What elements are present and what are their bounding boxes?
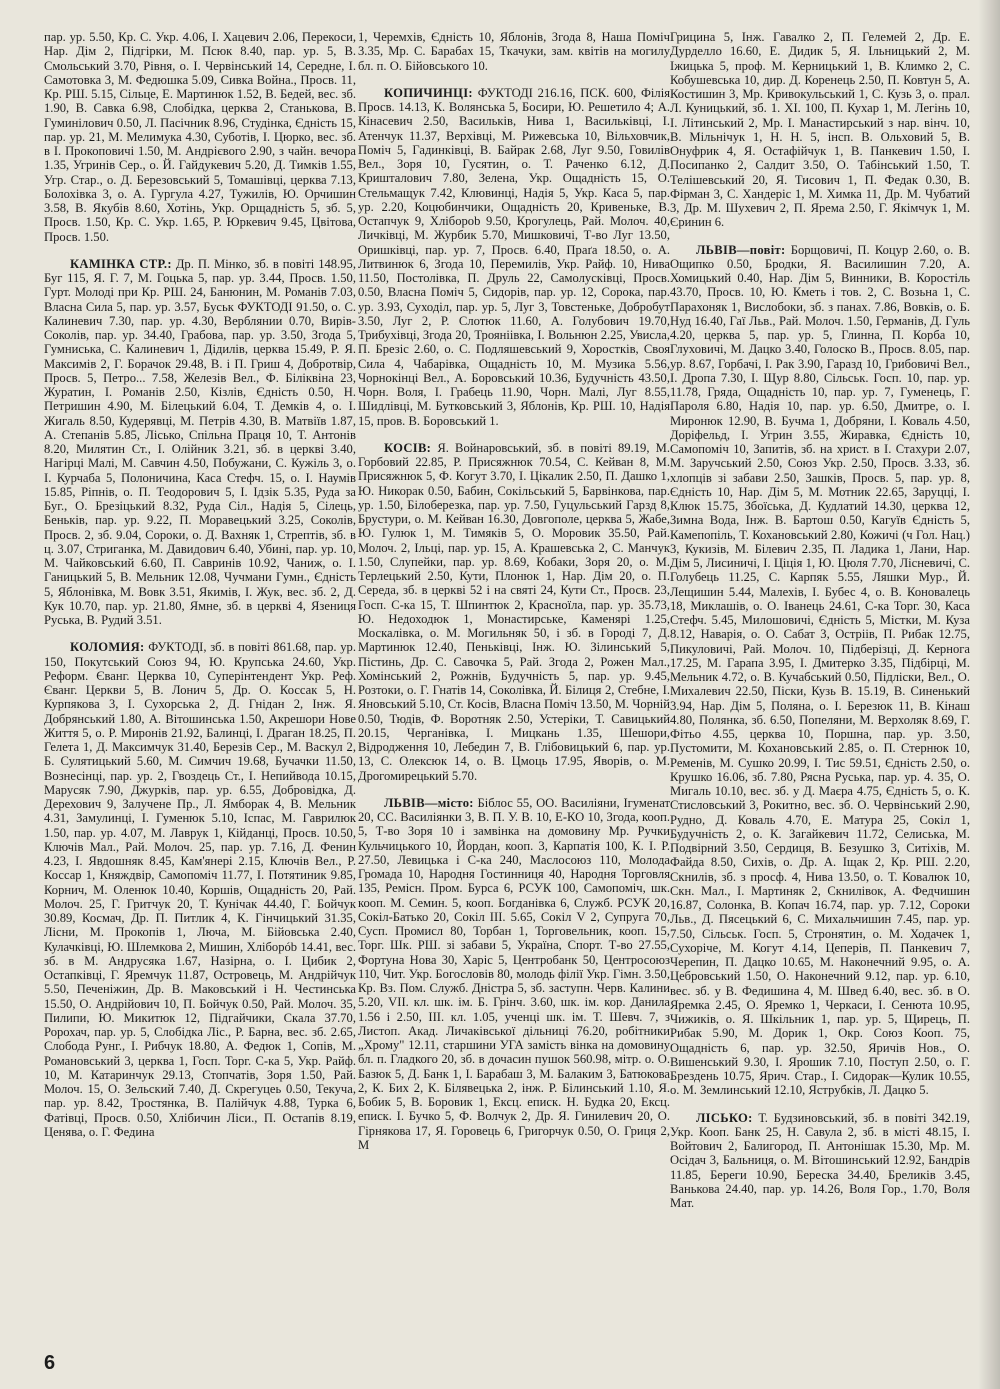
entry-text: Я. Войнаровський, зб. в повіті 89.19, М. Горбовий 22.85, Р. Присяжнюк 70.54, С. Кейван 8, М. Присяжнюк 5, Ф. Когут 3.70, І. Цікалик 2.50, П. Дашко 1, Ю. Никорак 0.50, Бабин, Сокільський 5, Барвінкова, пар. ур. 1.50, Білоберезка, пар. ур. 7.50, Гуцульський Гарзд 8, Брустури, о. М. Кейван 16.30, Довгополе, церква 5, Жабе, Ю. Гулюк 1, М. Тимяків 5, О. Моровик 35.50, Рай. Молоч. 2, Ільці, пар. ур. 15, А. Крашевська 2, С. Манчук 1.50, Слупейки, пар. ур. 8.69, Кобаки, Зоря 20, о. М. Терлецький 2.50, Кути, Плонюк 1, Нар. Дім 20, о. П. Середа, зб. в церкві 52 і на святі 24, Кути Ст., Просв. 23, Госп. С-ка 15, Т. Шпинтюк 2, Красноїла, пар. ур. 35.73, Ю. Недоходюк 1, Монастирське, Каменярі 1.25, Москалівка, о. М. Могильняк 50, і зб. в Городі 7, Д. Мартинюк 12.40, Пеньківці, Інж. Ю. Зілинський 5, Пістинь, Др. С. Савочка 5, Рай. Згода 2, Рожен Мал., Хомінський 2, Рожнів, Будучність 5, пар. ур. 9.45, Розтоки, о. Г. Гнатів 14, Соколівка, Й. Білиця 2, Стебне, І. Яновський 5.10, Ст. Косів, Власна Поміч 13.50, М. Чорній 0.50, Тюдів, Ф. Воротняк 2.50, Устеріки, Т. Савицький 20.15, Черганівка, І. Мицкань 1.35, Шешори, Відродження 10, Лебедин 7, В. Глібовицький 6, пар. ур. 13, С. Олексюк 14, о. В. Цмоць 17.95, Яворів, о. М. Дрогомирецький 5.70. <box>358 440 670 783</box>
entry-text: Борщовичі, П. Коцур 2.60, о. В. Ощипко 0.50, Бродки, Я. Василишин 7.20, А. Хомицький 0.40, Нар. Дім 5, Винники, В. Коростіль 43.70, Просв. 10, Ю. Кметь і тов. 2, С. Возьна 1, С. Парахоняк 1, Вислобоки, зб. з панах. 7.86, Вовків, о. Б. Нуд 16.40, Гаї Льв., Рай. Молоч. 1.50, Германів, Д. Гуль 4.20, церква 5, пар. ур. 5, Глинна, П. Корба 10, Глуховичі, М. Дацко 3.40, Голоско В., Просв. 8.05, пар. ур. 8.67, Горбачі, І. Рак 3.90, Гаразд 10, Грибовичі Вел., І. Дропа 7.30, І. Щур 8.80, Сільськ. Госп. 10, пар. ур. 11.78, Гряда, Ощадність 10, пар. ур. 7, Гуменець, Г. Пароля 6.80, Надія 10, пар. ур. 6.50, Дмитре, о. І. Миронюк 12.90, В. Бучма 1, Добряни, І. Коваль 4.50, Доріфельд, І. Угрин 3.55, Жиравка, Єдність 10, Самопоміч 10, Запитів, зб. на христ. в І. Стахури 2.07, М. Заручський 2.50, Союз Укр. 2.50, Просв. 3.33, зб. хлопців зі забави 2.50, Зашків, Просв. 5, пар. ур. 8, Єдність 10, Нар. Дім 5, М. Мотник 22.65, Заруцці, І. Клюк 15.75, Збоїська, Д. Кудлатий 14.30, церква 12, Зимна Вода, Інж. В. Бартош 0.50, Кагуїв Єдність 5, Камепопіль, Т. Кохановський 2.80, Кожичі (ч Гол. Нац.) 3, Кукизів, М. Білевич 2.35, П. Ладика 1, Лани, Нар. Дім 5, Лисиничі, І. Ціція 1, Ю. Цюля 7.70, Лісневичі, С. Голубець 11.25, С. Карпяк 5.55, Ляшки Мур., Й. Лещишин 5.44, Малехів, І. Бубес 4, о. В. Коновалець 18, Миклашів, о. О. Іванець 24.61, С-ка Торг. 30, Каса Стефч. 5.45, Милошовичі, Єдність 5, Містки, М. Куза 8.12, Наварія, о. О. Сабат 3, Остріів, П. Рибак 12.75, Пикуловичі, Рай. Молоч. 10, Підберізці, Д. Кернога 17.25, М. Гарапа 3.95, І. Дмитерко 3.35, Підбірці, М. Мельник 4.72, о. В. Кучабський 0.50, Підліски, Вел., О. Михалевич 22.50, Піски, Кузь В. 15.19, В. Синенький 3.94, Нар. Дім 5, Поляна, о. І. Березюк 11, В. Кінаш 4.80, Полянка, зб. 6.50, Попеляни, М. Верхоляк 8.69, Г. Фітьо 4.55, церква 10, Поршна, пар. ур. 3.50, Пустомити, М. Кохановський 2.85, о. П. Стернюк 10, Ременів, М. Сушко 20.99, І. Тис 59.51, Єдність 2.50, о. Крушко 16.06, зб. 7.80, Рясна Руська, пар. ур. 4. 35, О. Мигаль 10.10, вес. зб. у Д. Маєра 4.75, Єдність 5, о. К. Стисловський 3, Рокитно, вес. зб. О. Червінський 2.90, Рудно, Д. Коваль 4.70, Е. Матура 25, Сокіл 1, Будучність 2, о. К. Загайкевич 11.72, Селиська, М. Подвірний 3.50, Сердиця, В. Безушко 3, Ситіхів, М. Файда 8.50, Сихів, о. Др. А. Іщак 2, Кр. РШ. 2.20, Скнилів, зб. з просф. 4, Нива 13.50, о. Т. Ковалюк 10, Скн. Мал., І. Мартиняк 2, Скнилівок, А. Федчишин 16.87, Солонка, В. Копач 16.74, пар. ур. 7.12, Сороки Льв., Д. Пясецький 6, С. Михальчишин 7.45, пар. ур. 7.50, Сільськ. Госп. 5, Стронятин, о. М. Ходачек 1, Сухоріче, М. Когут 4.14, Цеперів, П. Панкевич 7, Черепин, П. Дацко 10.65, М. Наконечний 9.95, о. А. Цебровський 1.50, О. Наконечний 9.12, пар. ур. 6.10, вес. зб. у В. Федишина 4, М. Швед 6.40, вес. зб. в О. Яремка 2.45, О. Яремко 1, Черкаси, І. Сенюта 10.95, Чижиків, о. Я. Шкільник 1, пар. ур. 5, Щирець, П. Рибак 5.90, М. Дорик 1, Окр. Союз Кооп. 75, Ощадність 6, пар. ур. 32.50, Яричів Нов., О. Вишенський 9.30, І. Ярошик 7.10, Поступ 2.50, о. Г. Брездень 10.75, Ярич. Стар., І. Сидорак—Кулик 10.55, о. М. Землинський 12.10, Яструбків, Л. Дацко 5. <box>670 242 970 1098</box>
entry-text: 1, Черемхів, Єдність 10, Яблонів, Згода 8, Наша Поміч 3.35, Мр. С. Барабах 15, Ткачуки, зам. квітів на могилу бл. п. О. Бійовського 10. <box>358 30 670 73</box>
section-heading: КОЛОМИЯ: <box>70 640 145 655</box>
paragraph-lviv-district <box>670 243 970 1098</box>
paragraph-kopychyntsi <box>358 86 670 428</box>
paragraph <box>44 30 356 244</box>
column-left <box>44 30 356 1139</box>
column-middle <box>358 30 670 1152</box>
entry-text: Біблос 55, ОО. Василіяни, Ігуменат 20, СС. Василіянки 3, В. П. У. В. 10, Е-КО 10, Згода, кооп. 5, Т-во Зоря 10 і замвінка на домовину Мр. Ручки Кульчицького 10, Йордан, кооп. 3, Карпатія 100, К. І. Р. 27.50, Левицька і С-ка 240, Маслосоюз 110, Молода Громада 10, Народня Гостинниця 40, Народня Торговля 135, Ремісн. Пром. Бурса 6, РСУК 100, Самопоміч, шк. кооп. М. Семин. 5, кооп. Богданівка 6, Служб. РСУК 20, Сокіл-Батько 20, Сокіл III. 5.65, Сокіл V 2, Супруга 70, Сусп. Промисл 80, Торбан 1, Торговельник, кооп. 15, Торг. Шк. РШ. зі забави 5, Україна, Спорт. Т-во 27.55, Фортуна Нова 30, Харіс 5, Центробанк 50, Центросоюз 110, Чит. Укр. Богословів 80, молодь філії Укр. Гімн. 3.50, Кр. Вз. Пом. Служб. Дністра 5, зб. заступн. Черв. Калини 5.20, VII. кл. шк. ім. Б. Грінч. 3.60, шк. ім. кор. Данила 1.56 і 2.50, ІІІ. кл. 1.05, ученці шк. ім. Т. Шевч. 7, з Листоп. Акад. Личаківської дільниці 76.20, робітники „Хрому" 12.11, старшини УГА замість вінка на домовину бл. п. Гладкого 20, зб. в дочасин пушок 560.98, мітр. о. О. Базюк 5, Д. Банк 1, І. Барабаш 3, М. Балаким 3, Батюкова 2, К. Бих 2, К. Білявецька 2, інж. Р. Білинський 1.10, Я. Бобик 5, В. Боровик 1, Ексц. еписк. Н. Будка 20, Ексц. еписк. І. Бучко 5, Ф. Волчук 2, Др. Я. Гинилевич 20, О. Гірнякова 17, Я. Горовець 6, Григорчук 0.50, О. Гриця 2, М <box>358 795 670 1152</box>
column-right <box>670 30 970 1210</box>
page-edge-shadow <box>978 0 1000 1389</box>
entry-text: Др. П. Мінко, зб. в повіті 148.95, Буг 115, Я. Г. 7, М. Гоцька 5, пар. ур. 3.44, Просв. 1.50, Гурт. Молоді при Кр. РШ. 24, Банюнин, М. Романів 7.03, Власна Сила 5, пар. ур. 3.57, Буськ ФУКТОДІ 91.50, о. С. Калиневич 7.30, пар. ур. 4.30, Верблянии 0.70, Вирів-Соколів, пар. ур. 34.40, Грабова, пар. ур. 3.50, Згода 5, Гумниська, С. Калиневич 1, Дідилів, церква 15.49, Р. Я. Максимів 2, Г. Борачок 29.48, В. і П. Гриш 4, Добротвір, Просв. 5, Петро... 7.58, Железів Вел., Ф. Біліквіна 23, Журатин, І. Романів 2.50, Кізлів, Єдність 0.50, Н. Петришин 4.90, М. Білецький 6.04, Т. Демків 4, о. І. Жигаль 8.50, Кудерявці, М. Петрів 4.30, В. Матвіїв 1.87, А. Степанів 5.85, Лісько, Спільна Праця 10, Т. Антонів 8.20, Милятин Ст., І. Олійник 3.21, зб. в церкві 3.40, Нагірці Малі, М. Савчин 4.50, Побужани, С. Кужіль 3, о. І. Курчаба 5, Полоничина, Каса Стефч. 15, о. І. Наумів 15.85, Ріпнів, о. П. Теодорович 5, І. Ідзік 5.35, Руда за Буг., О. Брезіцький 8.32, Руда Сіл., Надія 5, Сілець, Беньків, пар. ур. 9.22, П. Моравецький 3.25, Соколів, Просв. 2, зб. 9.04, Сороки, о. Д. Вахняк 1, Стрептів, зб. в ц. 3.07, Стриганка, М. Давидович 6.40, Убині, пар. ур. 10, М. Чайковський 6.60, П. Савринів 10.92, Чаниж, о. І. Ганицький 5, В. Мельник 12.08, Чучмани Гумн., Єдність 5, Яблонівка, М. Вовк 3.51, Якимів, І. Жук, вес. зб. 2, Д. Кук 10.70, пар. ур. 21.80, Ямне, зб. в церкві 4, Язениця Руська, В. Рудий 3.51. <box>44 256 356 627</box>
paragraph <box>358 30 670 73</box>
paragraph-kaminka <box>44 257 356 628</box>
section-heading: КАМІНКА СТР.: <box>70 256 172 271</box>
section-heading: ЛЬВІВ—повіт: <box>696 242 786 257</box>
entry-text: Т. Будзиновський, зб. в повіті 342.19, Укр. Кооп. Банк 25, Н. Савула 2, зб. в місті 48.15, І. Войтович 2, Балигород, П. Антонішак 15.30, Мр. М. Осідач 3, Бальниця, о. М. Вітошинський 12.92, Бандрів 11.85, Береги 10.90, Береска 34.40, Бреликів 3.45, Ванькова 24.40, пар. ур. 14.26, Воля Гор., 1.70, Воля Мат. <box>670 1110 970 1210</box>
entry-text: ФУКТОДІ, зб. в повіті 861.68, пар. ур. 150, Покутський Союз 94, Ю. Крупська 24.60, Укр. Реформ. Єванг. Церква 10, Суперінтендент Укр. Реф. Єванг. Церкви 5, В. Лонич 5, Др. О. Коссак 5, Н. Курпякова 3, І. Сухорська 2, Д. Гнідан 2, Інж. Я. Добрянський 1.80, А. Вітошинська 1.50, Акрешори Нове Життя 5, о. Р. Миронів 21.92, Балинці, І. Драган 18.25, П. Гелета 1, Д. Максимчук 31.40, Березів Сер., М. Васкул 2, Б. Сулятицький 5.60, М. Симчич 19.68, Бучачки 11.50, Вознесінці, пар. ур. 2, Гвоздець Ст., І. Непийвода 10.15, Марусяк 7.90, Джурків, пар. ур. 6.55, Добровідка, Д. Дерехович 9, Залучене Пр., Л. Ямборак 4, В. Мельник 4.31, Замулинці, І. Гуменюк 5.10, Іспас, М. Гаврилюк 1.50, пар. ур. 4.07, М. Лаврук 1, Кійданці, Просв. 10.50, Ключів Мал., Рай. Молоч. 25, пар. ур. 7.16, Д. Фенин 4.23, І. Явдошняк 8.45, Кам'янері 2.15, Ключів Вел., Р. Коссар 1, Княждвір, Самопоміч 11.77, І. Потятиник 9.85, Корнич, М. Оленюк 10.40, Коршів, Ощадність 20, Рай. Молоч. 25, Г. Гритчук 20, Т. Кунічак 44.40, Г. Бойчук 30.89, Космач, Др. П. Питлик 4, К. Гінчицький 31.35, Лісни, М. Прокопів 1, Люча, М. Бійовська 2.40, Кулачківці, Ю. Шлемкова 2, Мишин, Хліборób 14.41, вес. зб. в М. Андрусяка 1.67, Назірна, о. І. Цибик 2, Остапківці, Г. Яремчук 11.87, Островець, М. Андрійчук 5.50, Печеніжин, Др. В. Маковський і Н. Честинська 15.50, О. Андрійович 10, П. Бойчук 0.50, Рай. Молоч. 35, Пилипи, Ю. Микитюк 12, Підгайчики, Скала 37.70, Ророхач, пар. ур. 5, Слобідка Ліс., Р. Барна, вес. зб. 2.65, Слобода Рунг., І. Рибчук 18.80, А. Федюк 1, Сопів, М. Романовський 3, церква 1, Госп. Торг. С-ка 5, Укр. Райф. 10, М. Катаринчук 29.13, Стопчатів, Зоря 1.50, Рай. Молоч. 15, О. Зельский 7.40, Д. Скрегуцеь 0.50, Текуча, пар. ур. 8.42, Тростянка, В. Палійчук 4.88, Турка 6, Фатівці, Просв. 0.50, Хлібичин Ліси., П. Остапів 8.19, Ценява, о. Г. Федина <box>44 640 356 1139</box>
entry-text: пар. ур. 5.50, Кр. С. Укр. 4.06, І. Хацевич 2.06, Перекоси, Нар. Дім 2, Підгірки, М. Псюк 8.40, пар. ур. 5, В. Смольський 3.70, Рівня, о. І. Червінський 14, Середне, І. Самотовка 3, М. Федюшка 5.09, Сивка Война., Просв. 11, Кр. РШ. 5.15, Сільце, Е. Мартинюк 1.52, В. Бедей, вес. зб. 1.90, В. Савка 6.98, Слобідка, церква 2, Станькова, В. Гуминілович 0.50, Л. Пасічник 8.96, Студінка, Єдність 15, пар. ур. 21, М. Мелимука 4.30, Суботів, І. Цюрко, вес. зб. в І. Прокоповичі 1.50, М. Андрієвого 2.90, з чайн. вечора 1.35, Угринів Сер., о. Й. Гайдукевич 5.20, Д. Тимків 1.55, Угр. Стар., о. Д. Березовський 5, Томашівці, церква 7.13, Болохівка 3, о. А. Гургула 4.27, Тужилів, Ю. Орчишин 3.58, В. Якубів 8.60, Хотінь, Укр. Орщадність 5, зб. 5, Просв. 1.50, Кр. С. Укр. 1.65, Р. Юркевич 9.45, Цвітова, Просв. 1.50. <box>44 30 356 244</box>
entry-text: Грицина 5, Інж. Гавалко 2, П. Гелемей 2, Др. Е. Дурделло 16.60, Е. Дидик 5, Я. Ільницький 2, М. Іжицька 5, проф. М. Керницький 1, В. Климко 2, С. Кобушевська 10, дир. Д. Коренець 2.50, П. Ковтун 5, А. Костишин 3, Мр. Кривокульський 1, С. Кузь 3, о. прал. Л. Куницький, зб. 1. XI. 100, П. Кухар 1, М. Легінь 10, І. Літинський 2, Мр. І. Манастирський з нар. вінч. 10, В. Мільнічук 1, Н. Н. 5, інсп. В. Ольховий 5, В. Онуфрик 4, Я. Остафійчук 1, В. Панкевич 1.50, І. Посипанко 2, Салдит 3.50, О. Табінський 1.50, Т. Телішевський 20, Я. Тисович 1, П. Федак 0.30, В. Фірман 3, С. Хандеріс 1, М. Химка 11, Др. М. Чубатий 3, Др. М. Шухевич 2, П. Ярема 2.50, Г. Якімчук 1, М. Єринин 6. <box>670 30 970 230</box>
page-number: 6 <box>44 1352 56 1374</box>
paragraph-kolomyia <box>44 640 356 1139</box>
paragraph <box>670 30 970 230</box>
paragraph-lviv-city <box>358 796 670 1152</box>
section-heading: ЛЬВІВ—місто: <box>384 795 474 810</box>
paragraph-kosiv <box>358 441 670 783</box>
section-heading: ЛІСЬКО: <box>696 1110 753 1125</box>
section-heading: КОСІВ: <box>384 440 432 455</box>
paragraph-lisko <box>670 1111 970 1211</box>
entry-text: ФУКТОДІ 216.16, ПСК. 600, Філія Просв. 14.13, К. Волянська 5, Босири, Ю. Решетило 4; А. Кінасевич 2.50, Васильків, Нива 1, Васильківці, І. Атенчук 11.37, Верхівці, М. Рижевська 10, Вільховчик, Поміч 5, Гадинківці, В. Байрак 2.68, Луг 9.50, Говилів Вел., Зоря 10, Гусятин, о. Т. Раченко 6.12, Д. Кришталович 7.80, Зелена, Укр. Ощадність 15, О. Стельмащук 7.42, Клювинці, Надія 5, Укр. Каса 5, пар. ур. 2.20, Коцюбинчики, Ощадність 20, Кривенькe, В. Остапчук 9, Хліборob 9.50, Крогулець, Рай. Молоч. 40, Личківці, М. Журбик 5.70, Мишковичі, Т-во Луг 13.50, Оришківці, пар. ур. 7, Просв. 6.40, Праґа 18.50, о. А. Литвинюк 6, Згода 10, Перемилів, Укр. Райф. 10, Нива 11.50, Постолівка, П. Друль 22, Самолусківці, Просв. 0.50, Власна Поміч 5, Сидорів, пар. ур. 12, Сорока, пар. ур. 3.93, Суходіл, пар. ур. 5, Луг 3, Товстенькe, Добробут 3.50, Луг 2, Р. Слотюк 11.60, А. Голубович 19.70, Трибухівці, Згода 20, Трояніівка, І. Вольнюн 2.25, Увисла, П. Брезіс 2.60, о. С. Подляшевський 9, Хоростків, Своя Сила 4, Чабарівка, Ощадність 10, М. Музика 5.56, Чорнокінці Вел., А. Боровський 10.36, Будучність 43.50, Чорн. Воля, І. Грабець 11.90, Чорн. Малі, Луг 8.55, Шидлівці, М. Бутковський 3, Яблонів, Кр. РШ. 10, Надія 15, пров. В. Боровський 1. <box>358 85 670 428</box>
section-heading: КОПИЧИНЦІ: <box>384 85 473 100</box>
